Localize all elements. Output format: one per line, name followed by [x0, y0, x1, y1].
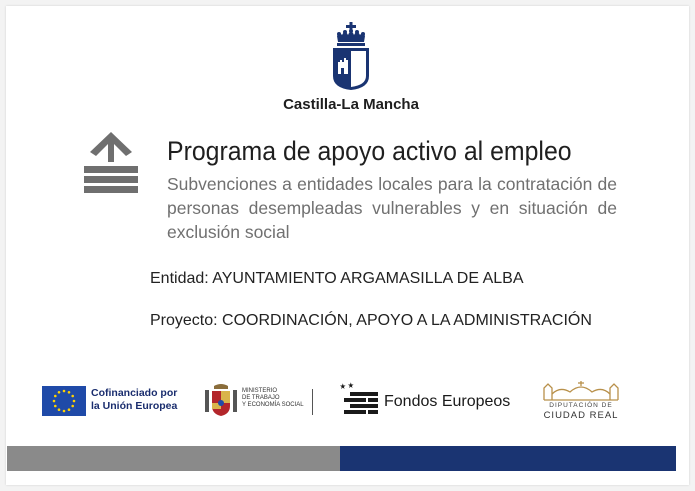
ministry-line-1: MINISTERIO [242, 388, 278, 394]
footer-bar-blue [340, 446, 676, 471]
diputacion-building-icon [540, 380, 622, 402]
eu-cofinancing-text [91, 387, 201, 413]
jccm-logo [276, 22, 426, 118]
program-title: Programa de apoyo activo al empleo [167, 136, 572, 166]
eu-line-2: la Unión Europea [91, 400, 178, 412]
footer-bar-gray [7, 446, 340, 471]
fondos-europeos-icon [340, 382, 380, 418]
poster-card [6, 6, 689, 485]
eu-flag-icon [42, 386, 86, 416]
fondos-europeos-label: Fondos Europeos [384, 393, 511, 410]
diputacion-line-2: CIUDAD REAL [543, 410, 619, 421]
diputacion-line-1: DIPUTACIÓN DE [549, 402, 613, 409]
footer-logos [6, 376, 689, 426]
ministry-text [242, 388, 312, 409]
program-subtitle: Subvenciones a entidades locales para la contratación de personas desempleadas vulnerables y en situación de exclusión social [167, 174, 617, 242]
ministry-divider [312, 389, 313, 415]
region-name: Castilla-La Mancha [283, 96, 419, 113]
ministry-line-3: Y ECONOMÍA SOCIAL [242, 402, 304, 408]
spain-shield-icon [204, 382, 238, 418]
project-label: Proyecto: COORDINACIÓN, APOYO A LA ADMINISTRACIÓN [150, 312, 592, 329]
eu-line-1: Cofinanciado por [91, 387, 178, 399]
entity-label: Entidad: AYUNTAMIENTO ARGAMASILLA DE ALBA [150, 270, 524, 287]
coat-of-arms-icon [327, 22, 375, 92]
ministry-line-2: DE TRABAJO [242, 395, 280, 401]
upload-icon [84, 132, 140, 194]
